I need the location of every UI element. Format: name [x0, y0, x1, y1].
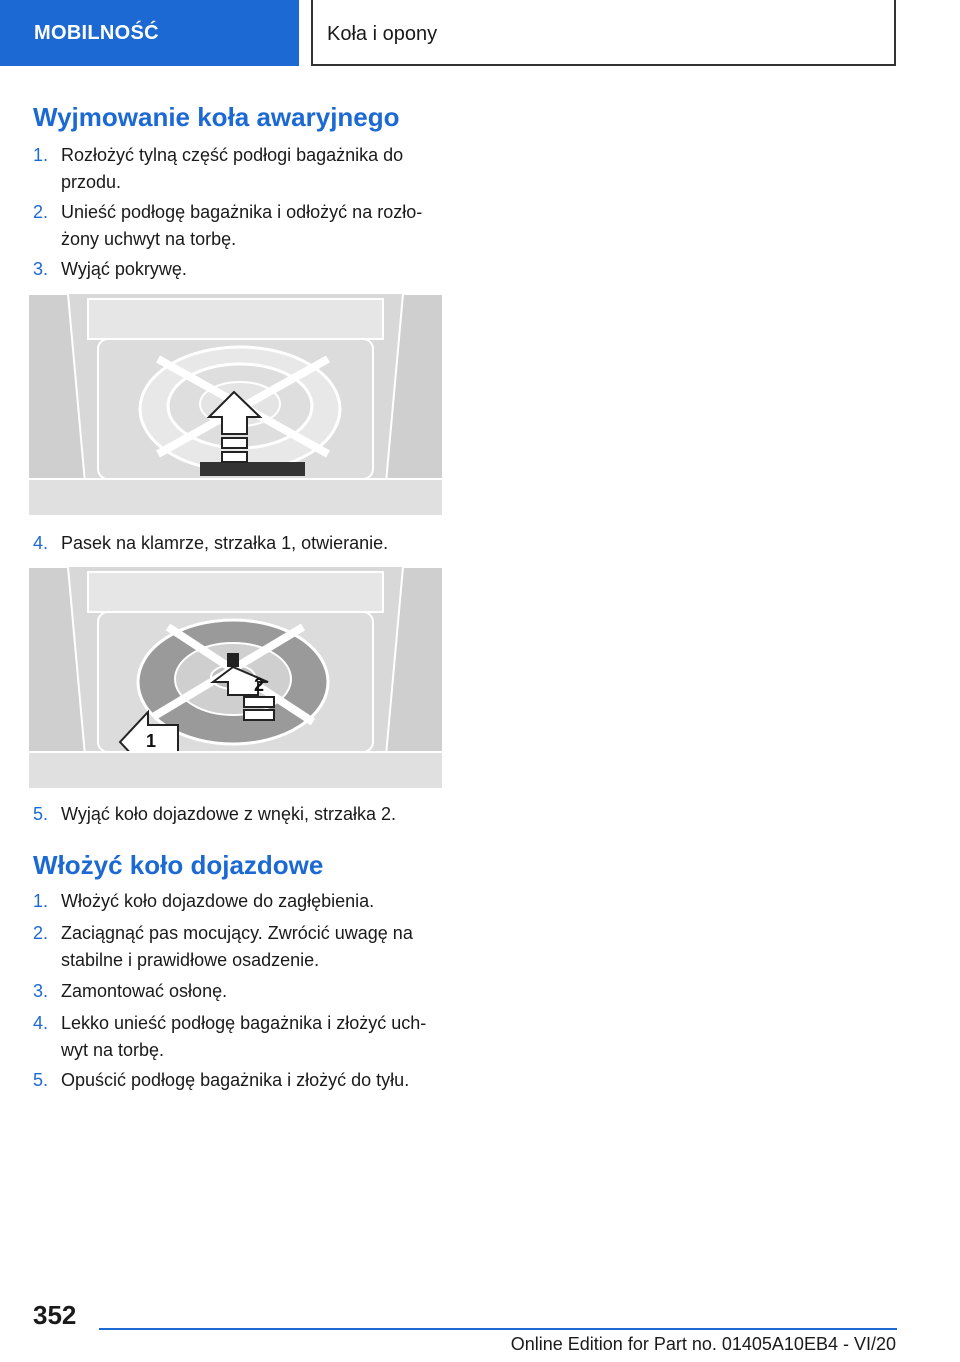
step-text: Wyjąć koło dojazdowe z wnęki, strzałka 2.: [61, 804, 396, 824]
step-number: 3.: [33, 981, 49, 1001]
step-text: Wyjąć pokrywę.: [61, 259, 187, 279]
step-text: Zamontować osłonę.: [61, 981, 228, 1001]
step-text: Włożyć koło dojazdowe do zagłębienia.: [61, 891, 375, 911]
step-number: 5.: [33, 1070, 49, 1090]
step-number: 2.: [33, 202, 49, 222]
step-number: 1.: [33, 891, 49, 911]
step-text: Lekko unieść podłogę bagażnika i złożyć uch-wyt na torbę.: [61, 1013, 427, 1060]
step-text: Unieść podłogę bagażnika i odłożyć na rozło-żony uchwyt na torbę.: [61, 202, 423, 249]
footer-edition: Online Edition for Part no. 01405A10EB4 - VI/20: [510, 1334, 896, 1354]
section-tab: MOBILNOŚĆ: [0, 0, 299, 66]
step-text: Pasek na klamrze, strzałka 1, otwieranie.: [61, 533, 389, 553]
trunk-cover-illustration: [28, 294, 443, 516]
step-number: 1.: [33, 145, 49, 165]
section-title-remove-spare: Wyjmowanie koła awaryjnego: [33, 102, 400, 132]
step-text: Rozłożyć tylną część podłogi bagażnika do przodu.: [61, 145, 404, 192]
step-number: 2.: [33, 923, 49, 943]
footer-divider: [99, 1328, 897, 1330]
chapter-tab: Koła i opony: [311, 0, 896, 66]
arrow-2-label: 2: [254, 675, 265, 695]
step-number: 4.: [33, 1013, 49, 1033]
arrow-1-label: 1: [146, 731, 157, 751]
step-text: Zaciągnąć pas mocujący. Zwrócić uwagę na stabilne i prawidłowe osadzenie.: [61, 923, 413, 970]
section-title-insert-spare: Włożyć koło dojazdowe: [33, 850, 324, 880]
step-text: Opuścić podłogę bagażnika i złożyć do tyłu.: [61, 1070, 410, 1090]
page-number: 352: [33, 1300, 77, 1330]
step-number: 3.: [33, 259, 49, 279]
step-number: 4.: [33, 533, 49, 553]
step-number: 5.: [33, 804, 49, 824]
spare-wheel-illustration: [28, 567, 443, 789]
